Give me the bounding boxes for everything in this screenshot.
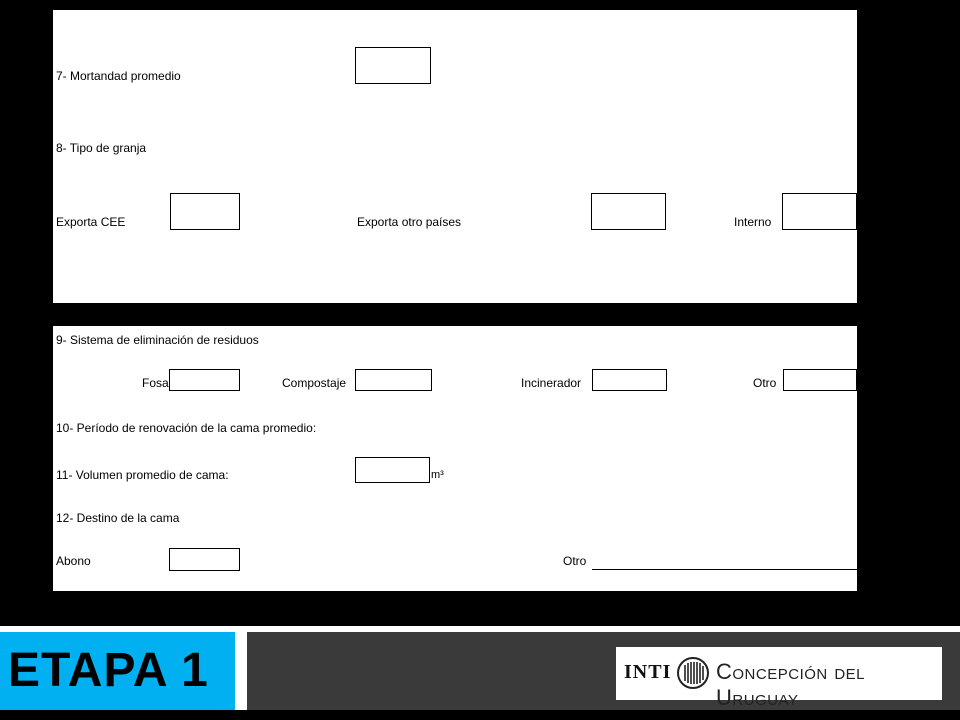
form-panel-1 [53,10,857,303]
otro-checkbox[interactable] [783,369,857,391]
incinerador-label: Incinerador [521,376,582,390]
q11-label: 11- Volumen promedio de cama: [56,468,229,482]
otro-destino-label: Otro [563,554,587,568]
fosa-label: Fosa [142,376,169,390]
q10-label: 10- Período de renovación de la cama promedio: [56,421,317,435]
abono-label: Abono [56,554,91,568]
volumen-input[interactable] [355,457,430,483]
inti-logo [616,647,942,710]
q8-label: 8- Tipo de granja [56,141,147,155]
otro-destino-line[interactable] [592,569,857,570]
incinerador-checkbox[interactable] [592,369,667,391]
otro-label: Otro [753,376,777,390]
exporta-otro-checkbox[interactable] [591,193,666,230]
logo-inti-text: INTI [624,661,672,683]
stage-label: ETAPA 1 [8,644,209,697]
exporta-otro-label: Exporta otro países [357,215,462,229]
q9-label: 9- Sistema de eliminación de residuos [56,333,259,347]
stage-badge [0,632,235,710]
fosa-checkbox[interactable] [169,369,240,391]
abono-checkbox[interactable] [169,548,240,571]
exporta-cee-label: Exporta CEE [56,215,126,229]
compostaje-label: Compostaje [282,376,347,390]
footer-gap [235,632,247,710]
compostaje-checkbox[interactable] [355,369,432,391]
exporta-cee-checkbox[interactable] [170,193,240,230]
q7-label: 7- Mortandad promedio [56,69,181,83]
interno-label: Interno [734,215,772,229]
unit-label: m³ [431,469,444,481]
form-panel-2 [53,326,857,591]
logo-location-text: Concepción del Uruguay [716,659,866,710]
mortandad-input[interactable] [355,47,431,84]
q12-label: 12- Destino de la cama [56,511,180,525]
inti-emblem-icon [676,656,710,690]
interno-checkbox[interactable] [782,193,857,230]
